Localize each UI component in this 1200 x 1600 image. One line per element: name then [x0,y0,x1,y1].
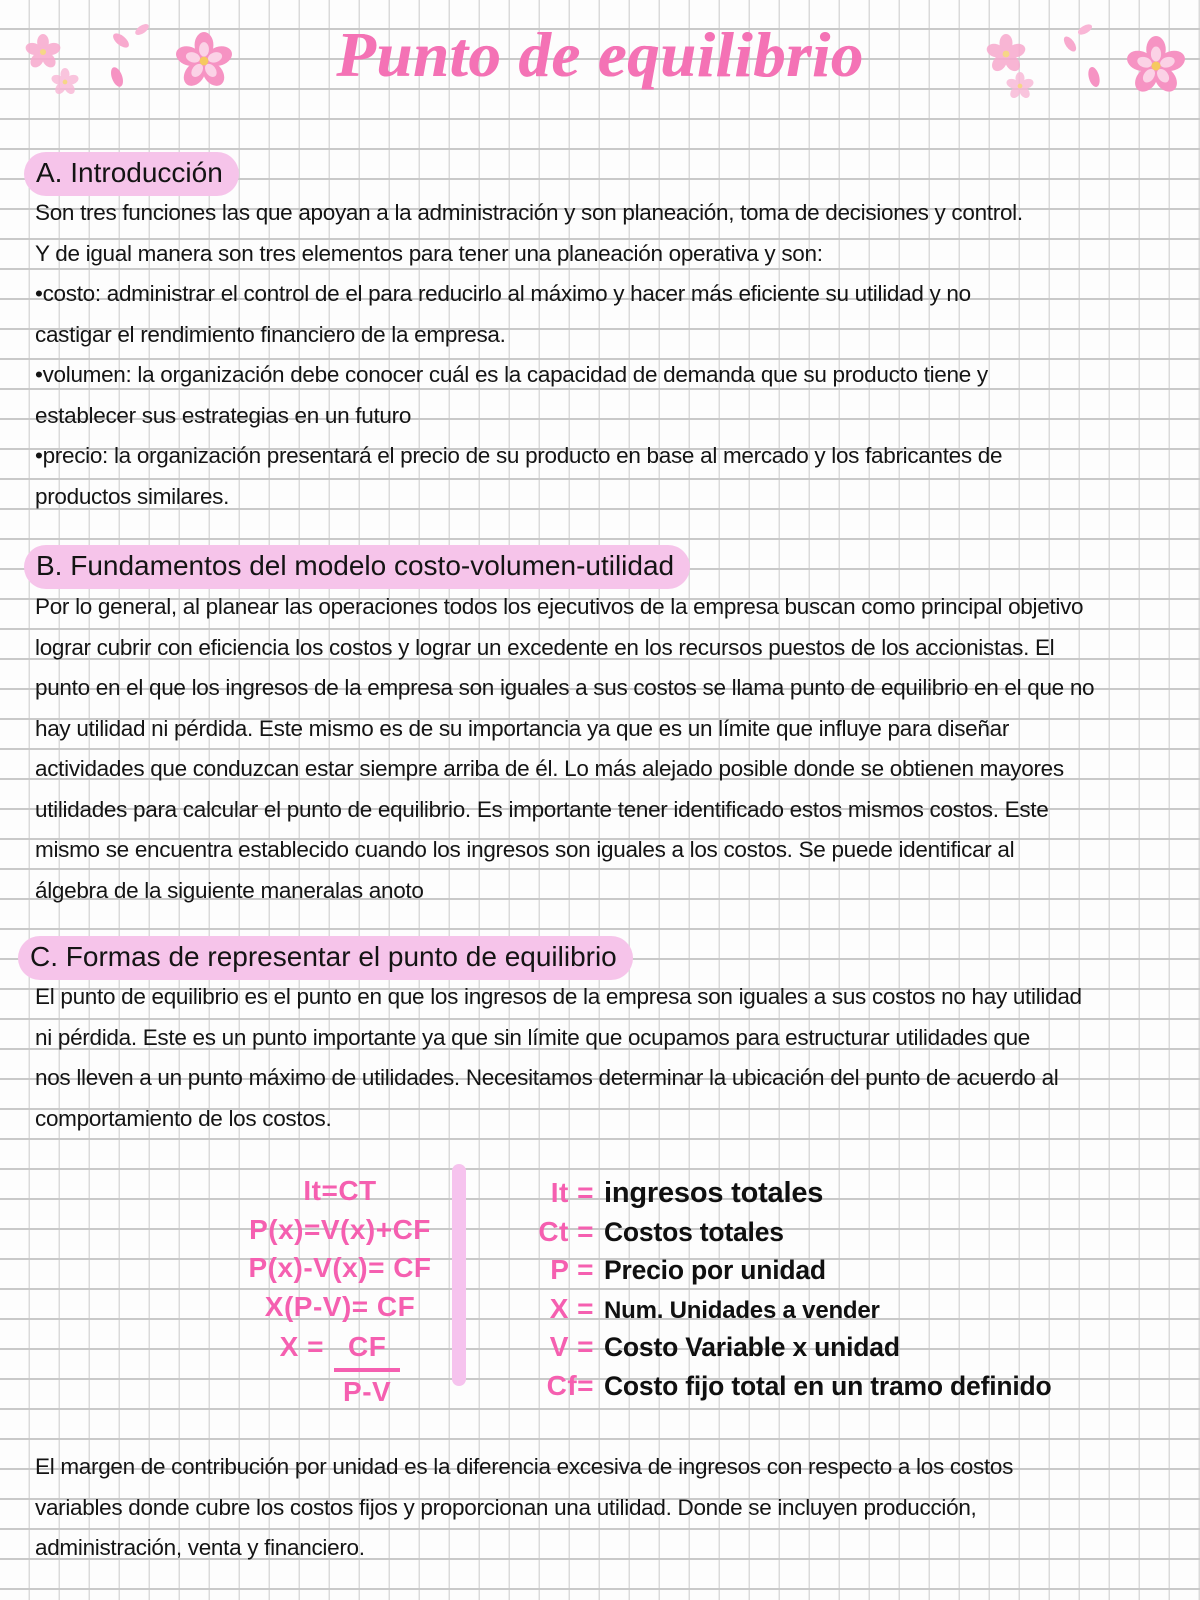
vertical-divider [452,1164,466,1386]
formula-line: X(P-V)= CF [264,1290,416,1322]
text-line: punto en el que los ingresos de la empresa son iguales a sus costos se llama punto de equilibrio en el que no [35,675,1095,700]
legend-definition: ingresos totales [604,1177,824,1209]
page-title: Punto de equilibrio [336,19,864,90]
legend-term: Cf= [546,1369,594,1401]
legend [520,1177,1052,1409]
formula-fraction [190,1328,490,1411]
petal-icon [1084,64,1104,91]
fraction-lead: X = [279,1331,324,1362]
legend-row [520,1177,1052,1216]
legend-row [520,1331,1052,1370]
section-a-heading: A. Introducción [24,152,239,196]
formula-line: It=CT [303,1175,377,1206]
text-line: El punto de equilibrio es el punto en que los ingresos de la empresa son iguales a sus costos no hay utilidad [35,984,1082,1009]
fraction-denominator: P-V [343,1375,392,1407]
text-line: hay utilidad ni pérdida. Este mismo es de su importancia ya que es un límite que influye para diseñar [35,715,1010,741]
section-a-paragraph [35,193,1180,517]
legend-term: Ct = [538,1215,594,1247]
legend-term: It = [550,1177,594,1208]
cherry-blossom-icon [1126,36,1186,96]
legend-definition: Costos totales [604,1216,784,1247]
text-line: •volumen: la organización debe conocer cuál es la capacidad de demanda que su producto tiene y [35,362,988,387]
section-c-heading: C. Formas de representar el punto de equilibrio [18,936,633,980]
section-b-paragraph [35,587,1180,911]
text-line: álgebra de la siguiente maneralas anoto [35,877,424,903]
text-line: establecer sus estrategias en un futuro [35,402,412,428]
legend-row [520,1254,1052,1293]
formula-line: P(x)=V(x)+CF [249,1213,431,1245]
text-line: El margen de contribución por unidad es la diferencia excesiva de ingresos con respecto a los costos [35,1454,1014,1479]
legend-row [520,1216,1052,1255]
legend-definition: Costo fijo total en un tramo definido [604,1370,1052,1401]
section-c-paragraph [35,977,1180,1139]
text-line: lograr cubrir con eficiencia los costos y lograr un excedente en los recursos puestos de los accionistas. El [35,634,1055,660]
cherry-blossom-icon [1006,72,1034,100]
formula-line: P(x)-V(x)= CF [248,1252,432,1283]
text-line: Y de igual manera son tres elementos para tener una planeación operativa y son: [35,240,823,266]
formula-column [190,1172,490,1411]
text-line: utilidades para calcular el punto de equilibrio. Es importante tener identificado estos mismos costos. Este [35,796,1049,822]
legend-term: V = [549,1331,594,1363]
text-line: Son tres funciones las que apoyan a la administración y son planeación, toma de decisiones y control. [35,200,1023,225]
cherry-blossom-decoration-right [978,20,1188,120]
section-b-heading: B. Fundamentos del modelo costo-volumen-utilidad [24,545,690,589]
closing-paragraph [35,1447,1180,1569]
text-line: ni pérdida. Este es un punto importante ya que sin límite que ocupamos para estructurar utilidades que [35,1024,1031,1050]
legend-definition: Num. Unidades a vender [604,1296,880,1324]
text-line: castigar el rendimiento financiero de la empresa. [35,321,506,347]
legend-definition: Costo Variable x unidad [604,1332,900,1363]
text-line: •precio: la organización presentará el precio de su producto en base al mercado y los fabricantes de [35,443,1003,468]
text-line: administración, venta y financiero. [35,1535,365,1560]
text-line: comportamiento de los costos. [35,1105,332,1131]
text-line: variables donde cubre los costos fijos y proporcionan una utilidad. Donde se incluyen producción, [35,1494,977,1520]
fraction-numerator: CF [334,1328,400,1372]
legend-definition: Precio por unidad [604,1255,826,1286]
legend-term: X = [549,1292,594,1324]
text-line: •costo: administrar el control de el para reducirlo al máximo y hacer más eficiente su utilidad y no [35,281,971,306]
text-line: productos similares. [35,483,230,509]
petal-icon [1074,20,1095,39]
text-line: actividades que conduzcan estar siempre arriba de él. Lo más alejado posible donde se obtienen mayores [35,756,1064,781]
text-line: Por lo general, al planear las operaciones todos los ejecutivos de la empresa buscan como principal objetivo [35,594,1084,619]
legend-term: P = [550,1254,594,1286]
cherry-blossom-icon [986,34,1026,74]
legend-row [520,1293,1052,1332]
text-line: nos lleven a un punto máximo de utilidades. Necesitamos determinar la ubicación del punto de acuerdo al [35,1065,1059,1090]
legend-row [520,1370,1052,1409]
text-line: mismo se encuentra establecido cuando los ingresos son iguales a los costos. Se puede identificar al [35,837,1015,862]
